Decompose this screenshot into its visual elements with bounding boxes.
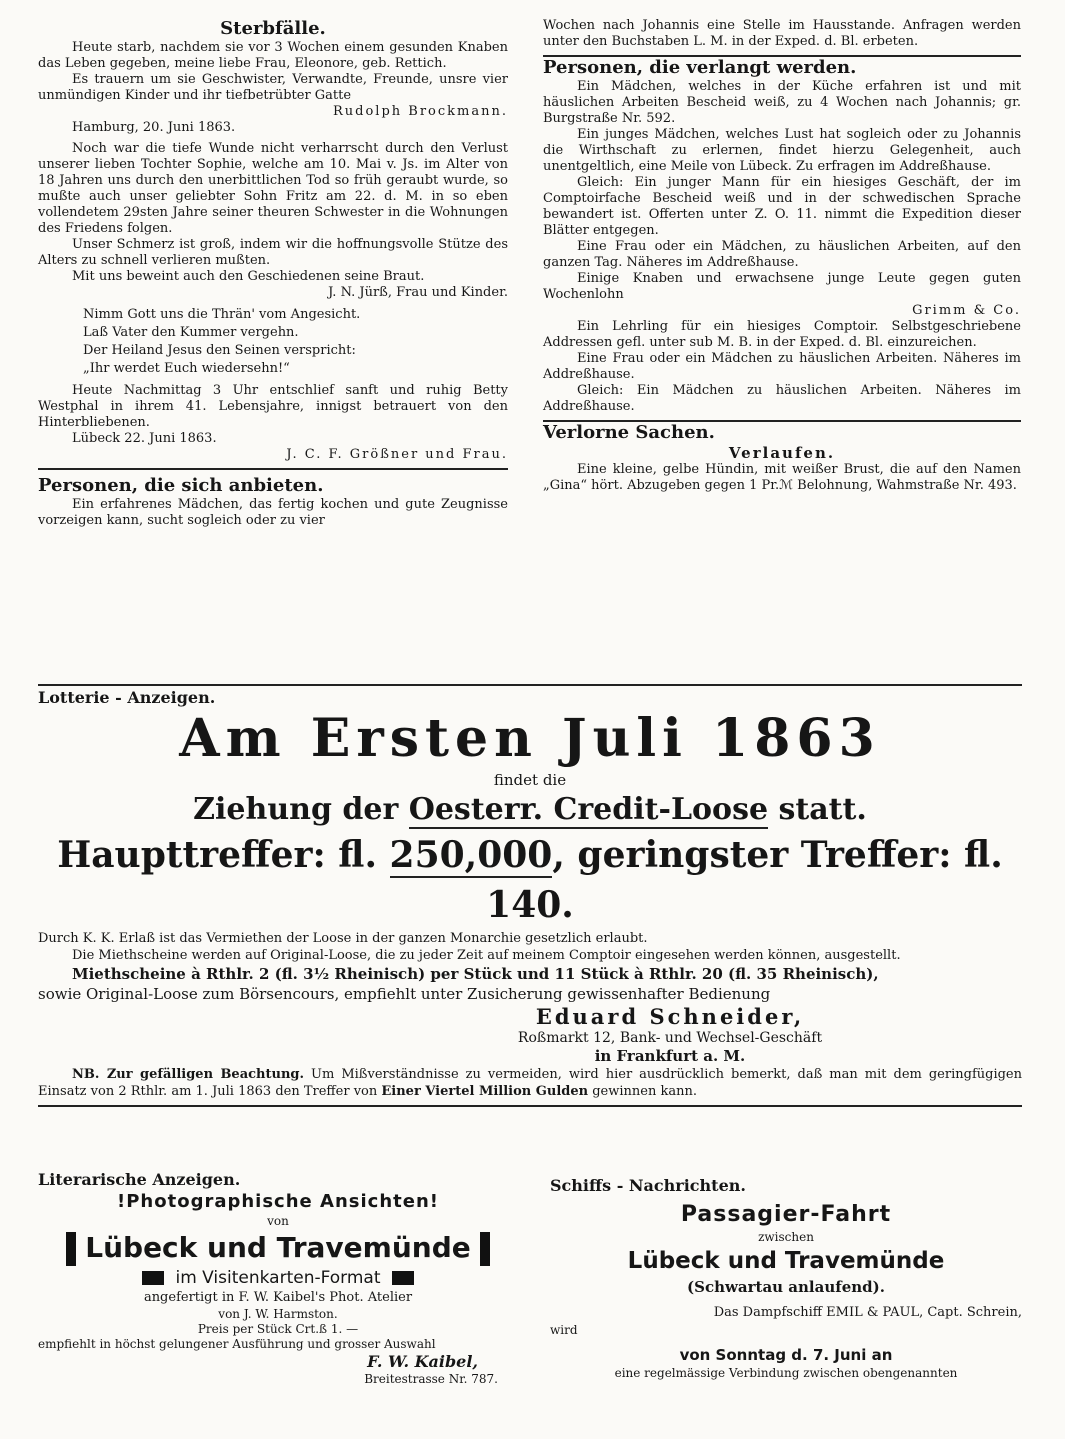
wanted-header: Personen, die verlangt werden. <box>543 57 857 78</box>
ship-zwischen: zwischen <box>758 1230 814 1244</box>
death-notice-2-bride: Mit uns beweint auch den Geschiedenen seine Braut. <box>72 269 425 284</box>
death-notice-1-signature: Rudolph Brockmann. <box>332 104 508 119</box>
ship-news <box>550 1170 1022 1381</box>
death-notice-2-signature: J. N. Jürß, Frau und Kinder. <box>328 285 508 300</box>
wanted-notice: Eine Frau oder ein Mädchen zu häuslichen Arbeiten. Näheres im Addreßhause. <box>543 351 1021 382</box>
ship-text: eine regelmässige Verbindung zwischen obengenannten <box>614 1366 958 1380</box>
poem-line: Nimm Gott uns die Thrän' vom Angesicht. <box>83 307 361 322</box>
lost-notice: Eine kleine, gelbe Hündin, mit weißer Brust, die auf den Namen „Gina“ hört. Abzugeben gegen 1 Pr.ℳ Belohnung, Wahmstraße Nr. 493. <box>543 462 1021 493</box>
lottery-findet: findet die <box>493 771 567 789</box>
literary-by: von J. W. Harmston. <box>218 1307 338 1321</box>
lottery-ziehung <box>38 790 1022 830</box>
divider <box>38 684 1022 686</box>
wanted-notice: Eine Frau oder ein Mädchen, zu häuslichen Arbeiten, auf den ganzen Tag. Näheres im Addreßhause. <box>543 239 1021 270</box>
nb-bold: Zur gefälligen Beachtung. <box>99 1067 305 1082</box>
poem-line: Laß Vater den Kummer vergehn. <box>83 325 299 340</box>
literary-format-line <box>38 1267 518 1289</box>
literary-place-line <box>38 1229 518 1267</box>
literary-title: !Photographische Ansichten! <box>117 1191 439 1212</box>
wanted-notice: Ein Lehrling für ein hiesiges Comptoir. Selbstgeschriebene Addressen gefl. unter sub M. B. in der Exped. d. Bl. einzureichen. <box>543 319 1021 350</box>
literary-made: angefertigt in F. W. Kaibel's Phot. Atelier <box>143 1290 413 1305</box>
ornament-bar <box>480 1232 490 1266</box>
ziehung-statt: statt. <box>768 792 867 827</box>
ziehung-text: Ziehung der <box>193 792 409 827</box>
literary-ads <box>38 1170 518 1387</box>
death-notice-1-place: Hamburg, 20. Juni 1863. <box>72 120 236 135</box>
ornament-block <box>142 1271 164 1285</box>
lottery-scheine: Die Miethscheine werden auf Original-Loose, die zu jeder Zeit auf meinem Comptoir eingesehen werden können, ausgestellt. <box>72 948 901 963</box>
ship-boat: Das Dampfschiff EMIL & PAUL, Capt. Schrein, <box>713 1305 1022 1320</box>
ship-route: Lübeck und Travemünde <box>627 1248 945 1274</box>
death-notice-3-signature: J. C. F. Größner und Frau. <box>286 447 508 462</box>
left-column <box>38 18 508 529</box>
wanted-notice: Einige Knaben und erwachsene junge Leute gegen guten Wochenlohn <box>543 271 1021 302</box>
haupt-amount: 250,000 <box>389 834 553 876</box>
literary-header: Literarische Anzeigen. <box>38 1170 241 1189</box>
lost-header: Verlorne Sachen. <box>543 422 715 443</box>
death-notice-3: Heute Nachmittag 3 Uhr entschlief sanft und ruhig Betty Westphal in ihrem 41. Lebensjahre, innigst betrauert von den Hinterbliebenen. <box>38 383 508 430</box>
death-notice-3-place: Lübeck 22. Juni 1863. <box>72 431 217 446</box>
lost-subheader: Verlaufen. <box>728 444 836 462</box>
poem <box>38 306 508 378</box>
lottery-header: Lotterie - Anzeigen. <box>38 688 216 707</box>
lottery-title: Am Ersten Juli 1863 <box>179 708 881 769</box>
ziehung-loose: Oesterr. Credit-Loose <box>408 792 769 827</box>
ornament-bar <box>66 1232 76 1266</box>
offer-notice: Ein erfahrenes Mädchen, das fertig kochen und gute Zeugnisse vorzeigen kann, sucht sogleich oder zu vier <box>38 497 508 528</box>
lottery-law: Durch K. K. Erlaß ist das Vermiethen der Loose in der ganzen Monarchie gesetzlich erlaubt. <box>38 931 648 946</box>
literary-place: Lübeck und Travemünde <box>85 1231 471 1264</box>
haupt-min: , geringster Treffer: fl. 140. <box>486 834 1003 926</box>
wanted-notice: Ein Mädchen, welches in der Küche erfahren ist und mit häuslichen Arbeiten Bescheid weiß, zu 4 Wochen nach Johannis; gr. Burgstraße Nr. 592. <box>543 79 1021 126</box>
deaths-header: Sterbfälle. <box>220 18 326 39</box>
poem-line: Der Heiland Jesus den Seinen verspricht: <box>83 343 356 358</box>
lottery-recommend: sowie Original-Loose zum Börsencours, empfiehlt unter Zusicherung gewissenhafter Bedienung <box>38 985 771 1003</box>
literary-price: Preis per Stück Crt.ß 1. — <box>197 1322 359 1336</box>
dealer-name: Eduard Schneider, <box>535 1004 805 1029</box>
literary-recommend: empfiehlt in höchst gelungener Ausführung und grosser Auswahl <box>38 1337 436 1351</box>
lottery-dealer <box>38 1004 1022 1066</box>
ship-title: Passagier-Fahrt <box>680 1202 892 1227</box>
lottery-ad <box>38 684 1022 1107</box>
divider <box>38 1105 1022 1107</box>
wanted-notice-signature: Grimm & Co. <box>912 303 1021 318</box>
wanted-notice: Gleich: Ein junger Mann für ein hiesiges Geschäft, der im Comptoirfache Bescheid weiß und in der schwedischen Sprache bewandert ist. Offerten unter Z. O. 11. nimmt die Expedition dieser Blätter entgegen. <box>543 175 1021 238</box>
lottery-nb <box>38 1066 1022 1100</box>
lottery-prices: Miethscheine à Rthlr. 2 (fl. 3½ Rheinisch) per Stück und 11 Stück à Rthlr. 20 (fl. 35 Rheinisch), <box>72 965 879 983</box>
ship-header: Schiffs - Nachrichten. <box>550 1176 746 1195</box>
nb-text: Um Mißverständnisse zu vermeiden, wird hier ausdrücklich bemerkt, daß man mit dem geringfügigen Einsatz von 2 Rthlr. am 1. Juli 1863 den Treffer von <box>38 1067 1022 1099</box>
right-column <box>543 18 1021 494</box>
ship-note: (Schwartau anlaufend). <box>687 1278 885 1296</box>
death-notice-1-mourners: Es trauern um sie Geschwister, Verwandte, Freunde, unsre vier unmündigen Kinder und ihr tiefbetrübter Gatte <box>38 72 508 103</box>
literary-von: von <box>267 1214 289 1228</box>
wanted-notice: Gleich: Ein Mädchen zu häuslichen Arbeiten. Näheres im Addreßhause. <box>543 383 1021 414</box>
ship-date: von Sonntag d. 7. Juni an <box>679 1346 893 1364</box>
ornament-block <box>392 1271 414 1285</box>
literary-street: Breitestrasse Nr. 787. <box>364 1372 498 1386</box>
literary-signature: F. W. Kaibel, <box>367 1352 478 1371</box>
dealer-address: Roßmarkt 12, Bank- und Wechsel-Geschäft <box>517 1030 823 1046</box>
wanted-notice: Ein junges Mädchen, welches Lust hat sogleich oder zu Johannis die Wirthschaft zu erlernen, findet hierzu Gelegenheit, auch unentgeltlich, eine Meile von Lübeck. Zu erfragen im Addreßhause. <box>543 127 1021 174</box>
literary-format: im Visitenkarten-Format <box>175 1268 381 1288</box>
nb-bold2: Einer Viertel Million Gulden <box>381 1084 589 1099</box>
ship-wird: wird <box>550 1323 578 1337</box>
nb-end: gewinnen kann. <box>588 1084 697 1099</box>
haupt-text: Haupttreffer: fl. <box>57 834 390 876</box>
death-notice-2-grief: Unser Schmerz ist groß, indem wir die hoffnungsvolle Stütze des Alters zu schnell verlieren mußten. <box>38 237 508 268</box>
nb-label: NB. <box>72 1067 100 1082</box>
dealer-city: in Frankfurt a. M. <box>594 1047 746 1065</box>
death-notice-1: Heute starb, nachdem sie vor 3 Wochen einem gesunden Knaben das Leben gegeben, meine liebe Frau, Eleonore, geb. Rettich. <box>38 40 508 71</box>
poem-line: „Ihr werdet Euch wiedersehn!“ <box>83 361 290 376</box>
lottery-haupttreffer <box>38 830 1022 930</box>
death-notice-2: Noch war die tiefe Wunde nicht verharrscht durch den Verlust unserer lieben Tochter Sophie, welche am 10. Mai v. Js. im Alter von 18 Jahren uns durch den unerbittlichen Tod so früh geraubt wurde, so mußte auch unser geliebter Sohn Fritz am 22. d. M. in so eben vollendetem 29sten Jahre seiner theuren Schwester in die Wohnungen des Friedens folgen. <box>38 141 508 236</box>
offer-notice-continued: Wochen nach Johannis eine Stelle im Hausstande. Anfragen werden unter den Buchstaben L. M. in der Exped. d. Bl. erbeten. <box>543 18 1021 49</box>
offers-header: Personen, die sich anbieten. <box>38 475 324 496</box>
